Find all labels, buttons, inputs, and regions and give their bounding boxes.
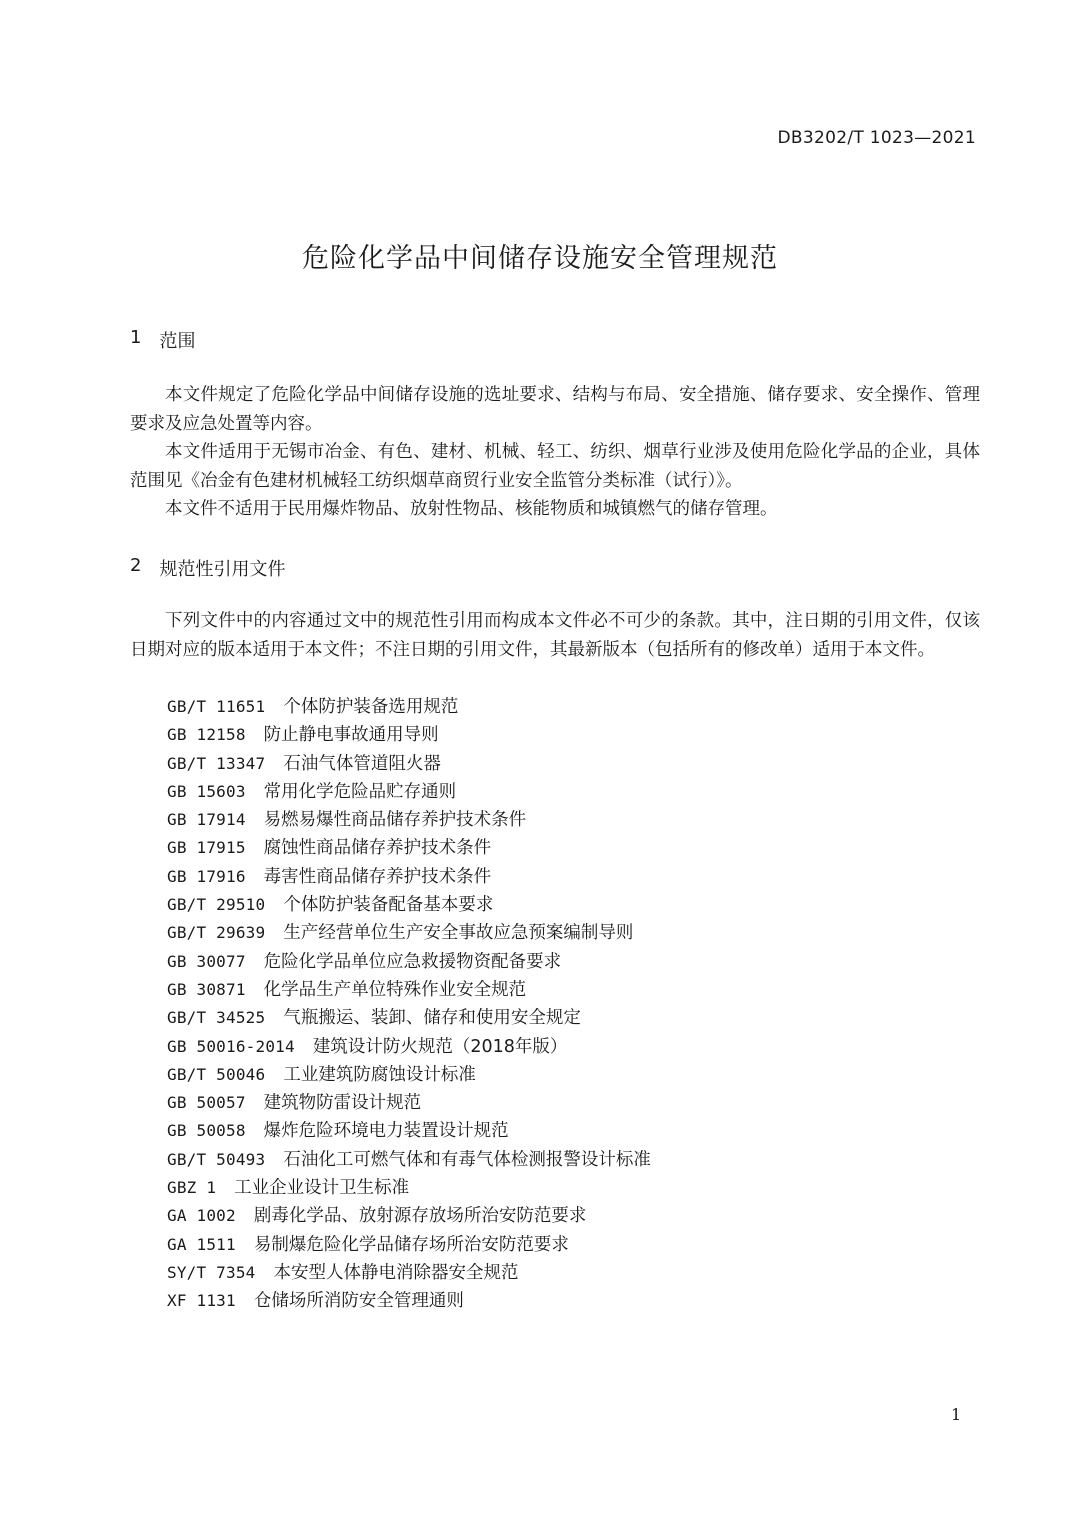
reference-code: GB/T 50493	[167, 1149, 266, 1169]
reference-code: GA 1511	[167, 1234, 236, 1254]
reference-title: 爆炸危险环境电力装置设计规范	[263, 1121, 509, 1142]
reference-code: GB 17915	[167, 838, 246, 858]
reference-title: 生产经营单位生产安全事故应急预案编制导则	[283, 923, 634, 944]
reference-title: 石油化工可燃气体和有毒气体检测报警设计标准	[283, 1149, 651, 1170]
list-item	[167, 834, 651, 862]
reference-title: 剧毒化学品、放射源存放场所治安防范要求	[253, 1206, 587, 1227]
section-title: 规范性引用文件	[159, 559, 286, 580]
reference-code: GB 15603	[167, 781, 246, 801]
section-1-body	[130, 381, 980, 524]
reference-code: GBZ 1	[167, 1178, 217, 1198]
section-2-body	[130, 607, 980, 664]
reference-title: 建筑设计防火规范（2018年版）	[312, 1036, 568, 1057]
list-item	[167, 1231, 651, 1259]
reference-code: GB/T 29510	[167, 895, 266, 915]
reference-code: GB 17914	[167, 810, 246, 830]
reference-title: 石油气体管道阻火器	[283, 753, 441, 774]
reference-title: 个体防护装备选用规范	[283, 697, 459, 717]
list-item	[167, 976, 651, 1004]
reference-code: GB/T 13347	[167, 753, 266, 773]
list-item	[167, 891, 651, 919]
reference-code: GB/T 29639	[167, 923, 266, 943]
document-title: 危险化学品中间储存设施安全管理规范	[302, 243, 778, 274]
reference-code: GB/T 34525	[167, 1008, 266, 1028]
paragraph: 下列文件中的内容通过文中的规范性引用而构成本文件必不可少的条款。其中，注日期的引用文件，仅该日期对应的版本适用于本文件；不注日期的引用文件，其最新版本（包括所有的修改单）适用于本文件。	[130, 611, 980, 660]
reference-title: 化学品生产单位特殊作业安全规范	[263, 979, 527, 1000]
reference-title: 建筑物防雷设计规范	[263, 1093, 422, 1114]
list-item	[167, 1259, 651, 1287]
reference-code: XF 1131	[167, 1291, 236, 1311]
reference-code: GB 12158	[167, 725, 246, 745]
list-item	[167, 693, 651, 721]
reference-title: 常用化学危险品贮存通则	[263, 781, 457, 802]
list-item	[167, 1117, 651, 1145]
reference-code: GA 1002	[167, 1206, 236, 1226]
reference-title: 腐蚀性商品储存养护技术条件	[263, 838, 492, 859]
list-item	[167, 1174, 651, 1202]
paragraph: 本文件适用于无锡市冶金、有色、建材、机械、轻工、纺织、烟草行业涉及使用危险化学品的企业，具体范围见《冶金有色建材机械轻工纺织烟草商贸行业安全监管分类标准（试行）》。	[130, 442, 980, 491]
reference-title: 气瓶搬运、装卸、储存和使用安全规定	[283, 1008, 581, 1029]
reference-code: GB 17916	[167, 866, 246, 886]
reference-code: GB 50058	[167, 1121, 246, 1141]
reference-title: 工业建筑防腐蚀设计标准	[283, 1064, 476, 1085]
section-2-heading	[130, 555, 285, 581]
list-item	[167, 863, 651, 891]
reference-code: SY/T 7354	[167, 1262, 256, 1282]
list-item	[167, 750, 651, 778]
paragraph: 本文件不适用于民用爆炸物品、放射性物品、核能物质和城镇燃气的储存管理。	[165, 499, 778, 519]
section-title: 范围	[159, 331, 196, 352]
reference-title: 仓储场所消防安全管理通则	[253, 1291, 464, 1312]
list-item	[167, 1061, 651, 1089]
section-number: 1	[130, 327, 142, 348]
list-item	[167, 1089, 651, 1117]
reference-code: GB 50016-2014	[167, 1036, 295, 1056]
section-1-heading	[130, 327, 195, 353]
list-item	[167, 806, 651, 834]
reference-title: 个体防护装备配备基本要求	[283, 895, 494, 916]
reference-title: 易制爆危险化学品储存场所治安防范要求	[253, 1234, 569, 1255]
list-item	[167, 778, 651, 806]
reference-title: 危险化学品单位应急救援物资配备要求	[263, 951, 562, 972]
reference-title: 工业企业设计卫生标准	[234, 1178, 410, 1199]
list-item	[167, 1033, 651, 1061]
reference-code: GB 30871	[167, 979, 246, 999]
section-number: 2	[130, 555, 142, 576]
list-item	[167, 1287, 651, 1315]
reference-title: 本安型人体静电消除器安全规范	[273, 1262, 519, 1283]
list-item	[167, 1202, 651, 1230]
list-item	[167, 721, 651, 749]
paragraph: 本文件规定了危险化学品中间储存设施的选址要求、结构与布局、安全措施、储存要求、安全操作、管理要求及应急处置等内容。	[130, 385, 980, 434]
reference-title: 防止静电事故通用导则	[263, 725, 439, 746]
list-item	[167, 1146, 651, 1174]
reference-title: 易燃易爆性商品储存养护技术条件	[263, 810, 527, 831]
reference-code: GB 50057	[167, 1093, 246, 1113]
reference-list	[167, 693, 651, 1316]
list-item	[167, 948, 651, 976]
reference-code: GB 30077	[167, 951, 246, 971]
reference-code: GB/T 50046	[167, 1064, 266, 1084]
document-code: DB3202/T 1023—2021	[777, 128, 976, 148]
reference-code: GB/T 11651	[167, 697, 266, 716]
reference-title: 毒害性商品储存养护技术条件	[263, 866, 492, 887]
list-item	[167, 919, 651, 947]
list-item	[167, 1004, 651, 1032]
page-number: 1	[951, 1405, 962, 1424]
